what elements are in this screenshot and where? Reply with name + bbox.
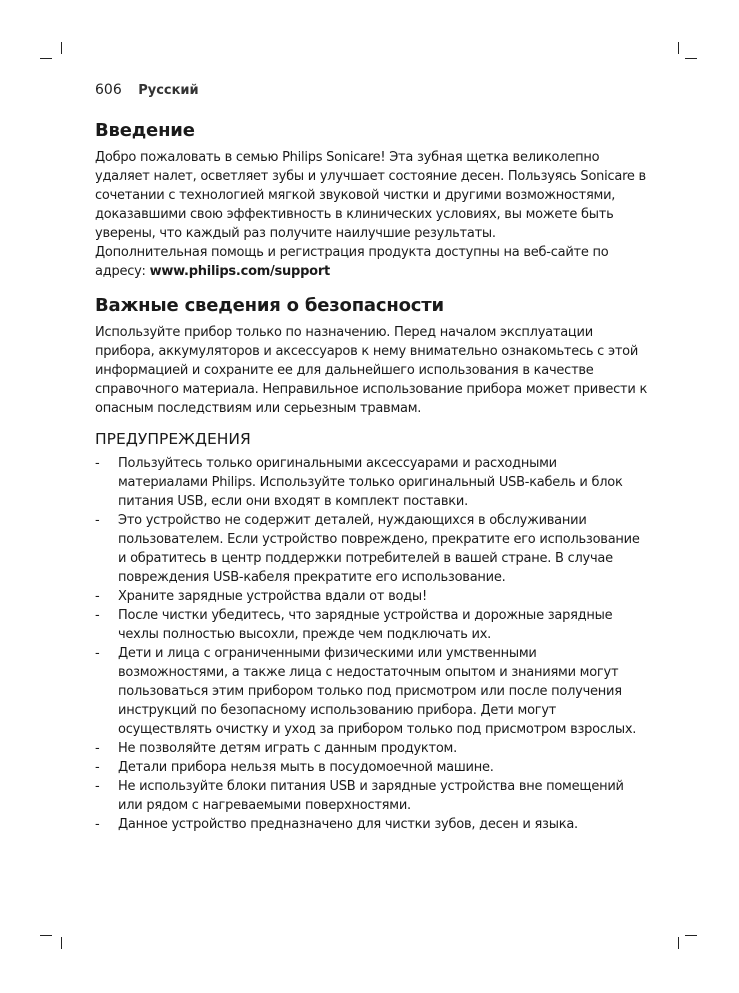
intro-title: Введение <box>95 120 195 141</box>
intro-paragraph: Добро пожаловать в семью Philips Sonicare! Эта зубная щетка великолепно удаляет налет, осветляет зубы и улучшает состояние десен. Пользуясь Sonicare в сочетании с технологией мягкой звуковой чистки и другими возможностями, доказавшими свою эффективность в клинических условиях, вы можете быть уверены, что каждый раз получите наилучшие результаты. <box>95 150 646 241</box>
bullet-dash: - <box>95 741 100 756</box>
warning-item <box>95 606 650 644</box>
warning-item <box>95 815 650 834</box>
support-url: www.philips.com/support <box>149 264 330 279</box>
page-content <box>95 118 650 834</box>
warning-text: Детали прибора нельзя мыть в посудомоечной машине. <box>118 760 494 775</box>
warning-item <box>95 454 650 511</box>
bullet-dash: - <box>95 589 100 604</box>
safety-paragraph: Используйте прибор только по назначению. Перед началом эксплуатации прибора, аккумуляторов и аксессуаров к нему внимательно ознакомьтесь с этой информацией и сохраните ее для дальнейшего использования в качестве справочного материала. Неправильное использование прибора может привести к опасным последствиям или серьезным травмам. <box>95 325 648 416</box>
warnings-title: ПРЕДУПРЕЖДЕНИЯ <box>95 430 251 448</box>
bullet-dash: - <box>95 817 100 832</box>
warning-item <box>95 758 650 777</box>
warning-text: Пользуйтесь только оригинальными аксессуарами и расходными материалами Philips. Используйте только оригинальный USB-кабель и блок питания USB, если они входят в комплект поставки. <box>118 456 623 509</box>
bullet-dash: - <box>95 513 100 528</box>
crop-mark <box>685 935 697 936</box>
warning-text: Храните зарядные устройства вдали от воды! <box>118 589 427 604</box>
language-label: Русский <box>138 83 199 98</box>
warning-item <box>95 739 650 758</box>
warning-item <box>95 777 650 815</box>
crop-mark <box>61 937 62 949</box>
bullet-dash: - <box>95 779 100 794</box>
bullet-dash: - <box>95 608 100 623</box>
warning-item <box>95 644 650 739</box>
warning-item <box>95 587 650 606</box>
warning-text: Не позволяйте детям играть с данным продуктом. <box>118 741 457 756</box>
warning-item <box>95 511 650 587</box>
crop-mark <box>40 58 52 59</box>
crop-mark <box>61 42 62 54</box>
safety-title: Важные сведения о безопасности <box>95 295 444 316</box>
warning-text: Данное устройство предназначено для чистки зубов, десен и языка. <box>118 817 578 832</box>
support-paragraph <box>95 243 650 281</box>
warnings-list <box>95 454 650 834</box>
crop-mark <box>678 937 679 949</box>
warning-text: Дети и лица с ограниченными физическими или умственными возможностями, а также лица с недостаточным опытом и знаниями могут пользоваться этим прибором только под присмотром или после получения инструкций по безопасному использованию прибора. Дети могут осуществлять очистку и уход за прибором только под присмотром взрослых. <box>118 646 637 737</box>
crop-mark <box>678 42 679 54</box>
warning-text: Не используйте блоки питания USB и зарядные устройства вне помещений или рядом с нагреваемыми поверхностями. <box>118 779 624 813</box>
bullet-dash: - <box>95 760 100 775</box>
warning-text: После чистки убедитесь, что зарядные устройства и дорожные зарядные чехлы полностью высохли, прежде чем подключать их. <box>118 608 613 642</box>
crop-mark <box>685 58 697 59</box>
bullet-dash: - <box>95 456 100 471</box>
page-header <box>95 82 199 98</box>
bullet-dash: - <box>95 646 100 661</box>
page-number: 606 <box>95 82 122 98</box>
support-text: Дополнительная помощь и регистрация продукта доступны на веб-сайте по адресу: <box>95 245 609 279</box>
crop-mark <box>40 935 52 936</box>
warning-text: Это устройство не содержит деталей, нуждающихся в обслуживании пользователем. Если устройство повреждено, прекратите его использование и обратитесь в центр поддержки потребителей в вашей стране. В случае повреждения USB-кабеля прекратите его использование. <box>118 513 640 585</box>
